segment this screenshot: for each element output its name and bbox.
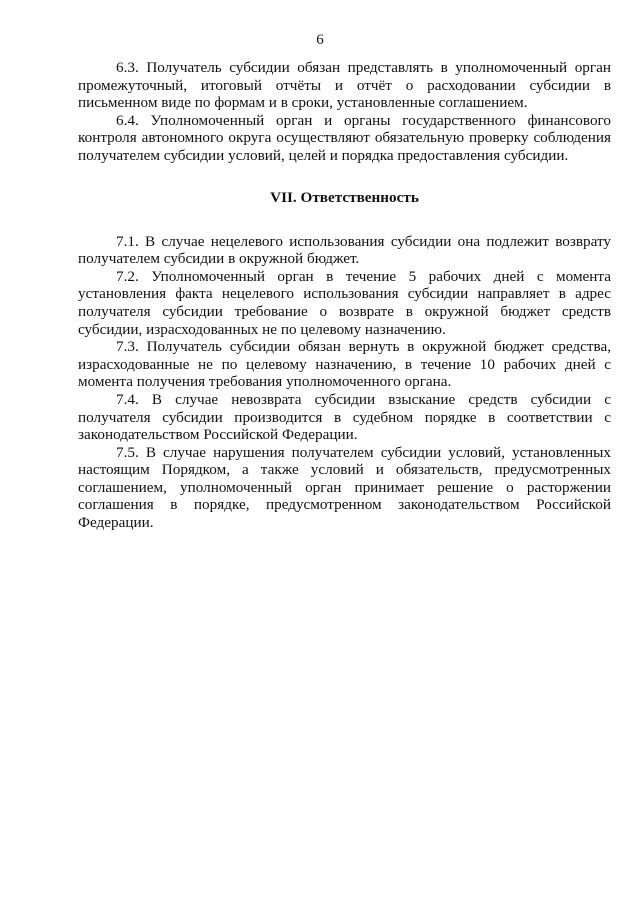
paragraph-7-3: 7.3. Получатель субсидии обязан вернуть в окружной бюджет средства, израсходованные не по целевому назначению, в течение 10 рабочих дней с момента получения требования уполномоченного органа. (78, 338, 611, 391)
paragraph-7-2: 7.2. Уполномоченный орган в течение 5 рабочих дней с момента установления факта нецелевого использования субсидии направляет в адрес получателя субсидии требование о возврате в окружной бюджет средств субсидии, израсходованных не по целевому назначению. (78, 267, 611, 338)
paragraph-6-4: 6.4. Уполномоченный орган и органы государственного финансового контроля автономного округа осуществляют обязательную проверку соблюдения получателем субсидии условий, целей и порядка предоставления субсидии. (78, 111, 611, 164)
paragraph-7-1: 7.1. В случае нецелевого использования субсидии она подлежит возврату получателем субсидии в окружной бюджет. (78, 232, 611, 268)
page-number: 6 (316, 32, 324, 48)
section-heading: VII. Ответственность (270, 188, 419, 206)
paragraph-7-5: 7.5. В случае нарушения получателем субсидии условий, установленных настоящим Порядком, а также условий и обязательств, предусмотренных соглашением, уполномоченный орган принимает решение о расторжении соглашения в порядке, предусмотренном законодательством Российской Федерации. (78, 443, 611, 532)
paragraph-7-4: 7.4. В случае невозврата субсидии взыскание средств субсидии с получателя субсидии производится в судебном порядке в соответствии с законодательством Российской Федерации. (78, 390, 611, 444)
paragraph-6-3: 6.3. Получатель субсидии обязан представлять в уполномоченный орган промежуточный, итоговый отчёты и отчёт о расходовании субсидии в письменном виде по формам и в сроки, установленные соглашением. (78, 59, 611, 112)
document-body (78, 59, 611, 532)
